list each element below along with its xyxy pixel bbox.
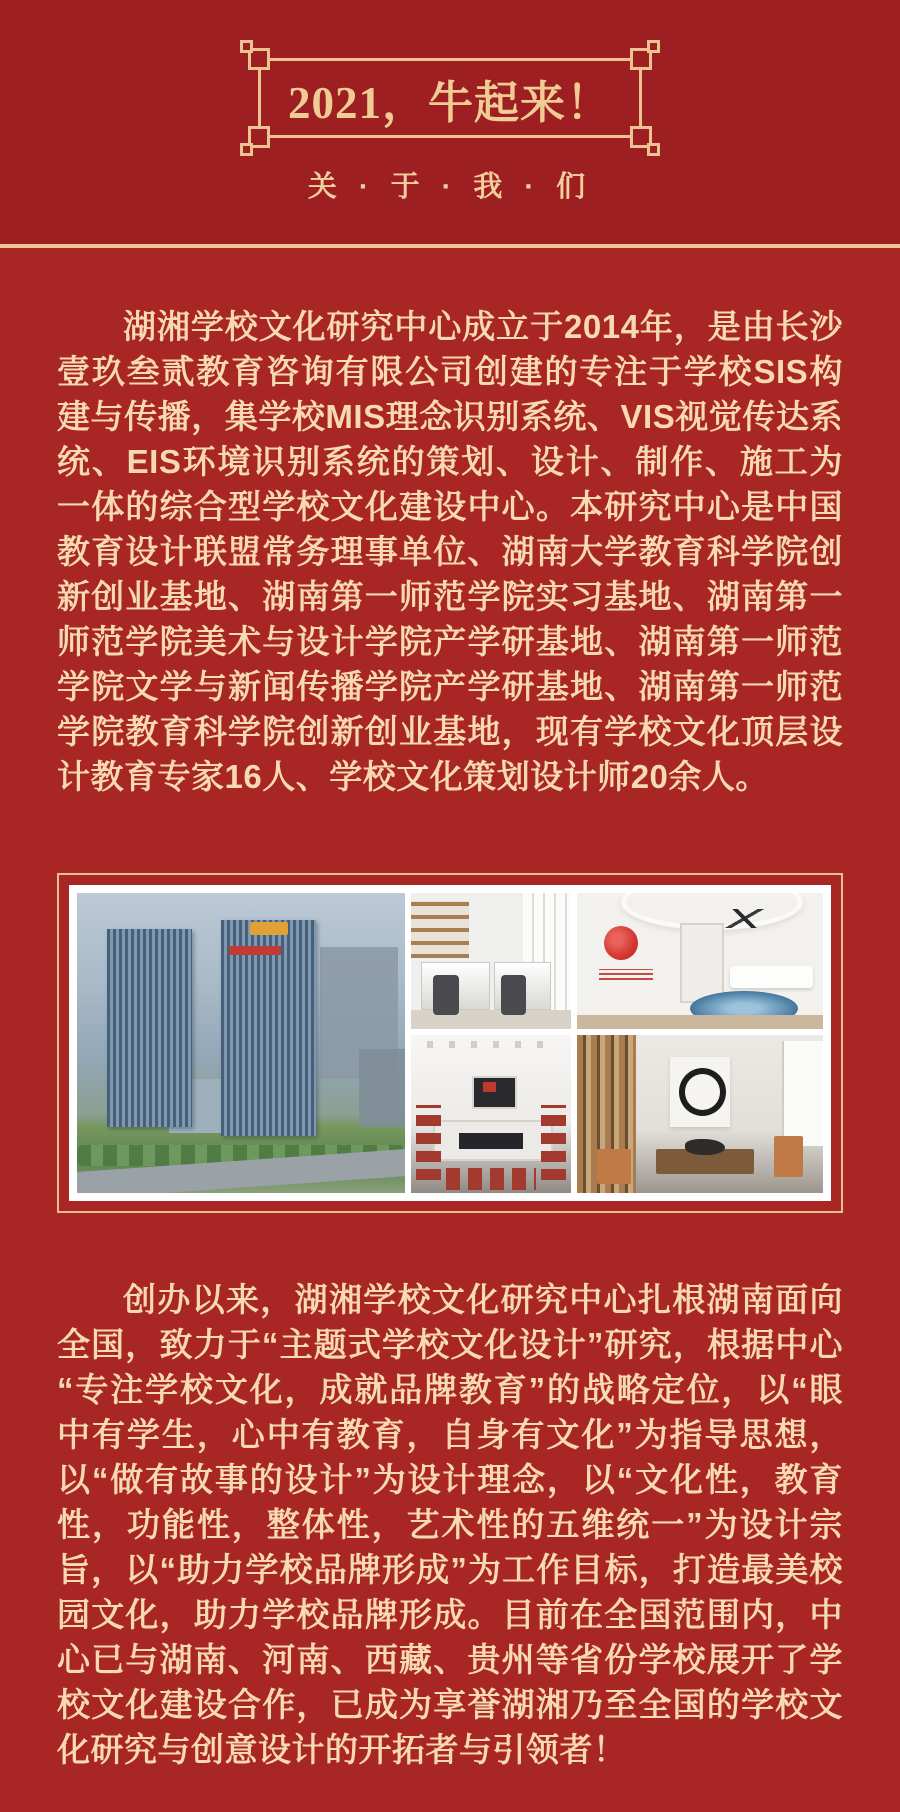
photo-tea-room-zen-circle	[577, 1035, 823, 1193]
chandelier-shape	[720, 909, 769, 928]
red-chairs-row-shape	[416, 1105, 442, 1181]
bookshelf-shape	[411, 901, 469, 958]
sofa-shape	[730, 966, 814, 988]
glass-tower-left-shape	[107, 929, 192, 1127]
frame-corner-ornament-icon	[248, 48, 270, 70]
rock-ornament-shape	[685, 1139, 724, 1155]
center-logo-mark	[604, 926, 638, 960]
display-screen-shape	[472, 1076, 518, 1108]
glass-partition-shape	[680, 923, 723, 1003]
tower-crown-shape	[250, 922, 288, 935]
banner-title: 2021，牛起来！	[287, 77, 612, 128]
tower-signage-shape	[229, 946, 281, 955]
header-band	[0, 0, 900, 244]
office-chair-shape	[433, 975, 459, 1016]
photo-collage-mat	[69, 885, 831, 1201]
enso-scroll-shape	[670, 1057, 729, 1127]
photo-meeting-room-red-chairs	[411, 1035, 571, 1193]
photo-open-office-workspace	[411, 893, 571, 1029]
wood-floor-shape	[577, 1015, 823, 1029]
photo-headquarters-towers-aerial	[77, 893, 405, 1193]
frame-corner-ornament-icon	[630, 48, 652, 70]
title-ornate-frame	[258, 58, 642, 138]
table-center-panel-shape	[459, 1133, 523, 1149]
enso-circle-icon	[679, 1068, 726, 1116]
photo-collage-frame	[57, 873, 843, 1213]
about-paragraph-1: 湖湘学校文化研究中心成立于2014年，是由长沙壹玖叁贰教育咨询有限公司创建的专注于学校SIS构建与传播，集学校MIS理念识别系统、VIS视觉传达系统、EIS环境识别系统的策划、设计、制作、施工为一体的综合型学校文化建设中心。本研究中心是中国教育设计联盟常务理事单位、湖南大学教育科学院创新创业基地、湖南第一师范学院实习基地、湖南第一师范学院美术与设计学院产学研基地、湖南第一师范学院文学与新闻传播学院产学研基地、湖南第一师范学院教育科学院创新创业基地，现有学校文化顶层设计教育专家16人、学校文化策划设计师20余人。	[57, 308, 843, 795]
city-building-shape	[359, 1049, 405, 1127]
photo-reception-lobby-logo-wall	[577, 893, 823, 1029]
screen-logo-dot	[483, 1082, 496, 1091]
office-chair-shape	[501, 975, 527, 1016]
ceiling-spotlights-shape	[427, 1041, 555, 1047]
about-paragraph-2: 创办以来，湖湘学校文化研究中心扎根湖南面向全国，致力于“主题式学校文化设计”研究，根据中心“专注学校文化，成就品牌教育”的战略定位，以“眼中有学生，心中有教育，自身有文化”为指导思想，以“做有故事的设计”为设计理念，以“文化性，教育性，功能性，整体性，艺术性的五维统一”为设计宗旨，以“助力学校品牌形成”为工作目标，打造最美校园文化，助力学校品牌形成。目前在全国范围内，中心已与湖南、河南、西藏、贵州等省份学校展开了学校文化建设合作，已成为享誉湖湘乃至全国的学校文化研究与创意设计的开拓者与引领者！	[57, 1281, 843, 1768]
section-subtitle-about-us: 关 · 于 · 我 · 们	[307, 171, 593, 203]
main-content	[0, 248, 900, 1812]
wood-chair-shape	[597, 1149, 631, 1184]
wood-chair-shape	[774, 1136, 804, 1177]
glass-tower-right-shape	[221, 920, 316, 1136]
window-shape	[782, 1041, 823, 1145]
red-chairs-row-shape	[446, 1168, 536, 1190]
frame-corner-ornament-icon	[248, 126, 270, 148]
logo-caption-lines	[599, 969, 653, 980]
frame-corner-ornament-icon	[630, 126, 652, 148]
red-chairs-row-shape	[541, 1105, 567, 1181]
